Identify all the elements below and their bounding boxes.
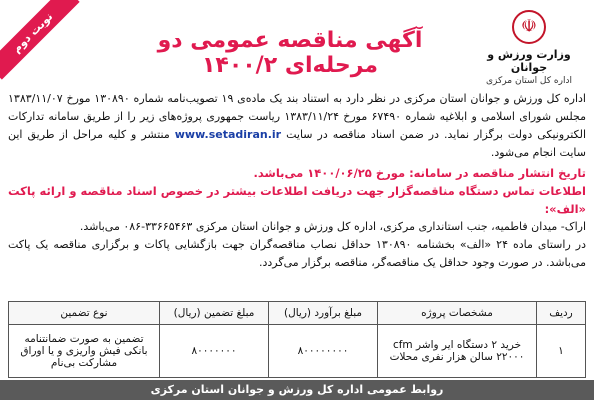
column-header: مبلغ برآورد (ریال) (269, 302, 378, 325)
column-header: مبلغ تضمین (ریال) (160, 302, 269, 325)
ministry-subunit: اداره کل استان مرکزی (486, 76, 572, 86)
round-ribbon: نوبت دوم (0, 0, 80, 80)
table-row (9, 325, 586, 378)
contact-heading: اطلاعات تماس دستگاه مناقصه‌گزار جهت دریافت اطلاعات بیشتر در خصوص اسناد مناقصه و ارائه پاکت «الف»: (8, 184, 586, 216)
header (0, 0, 594, 88)
project-description: خرید ۲ دستگاه ایر واشر cfm ۲۲۰۰۰ سالن هزار نفری محلات (378, 325, 537, 378)
notice-body (8, 90, 586, 272)
guarantee-amount: ۸۰۰۰۰۰۰۰ (160, 325, 269, 378)
contact-address: اراک- میدان فاطمیه، جنب استانداری مرکزی، اداره کل ورزش و جوانان استان مرکزی ۳۳۶۶۵۴۶۳-۰۸۶ می‌باشد. (79, 220, 586, 233)
projects-table (8, 301, 586, 378)
column-header: نوع تضمین (9, 302, 160, 325)
ministry-name: وزارت ورزش و جوانان (487, 48, 571, 74)
quorum-paragraph: در راستای ماده ۲۴ «الف» بخشنامه ۱۳۰۸۹۰ حداقل نصاب مناقصه‌گران جهت بازگشایی پاکات و برگزاری مناقصه یک پاکت می‌باشد. در صورت وجود حداقل یک مناقصه‌گر، مناقصه برگزار می‌گردد. (8, 238, 586, 269)
publish-date: تاریخ انتشار مناقصه در سامانه: مورخ ۱۴۰۰/۰۶/۲۵ می‌باشد. (253, 166, 586, 180)
intro-paragraph (8, 90, 586, 162)
emblem-icon: ☫ (512, 10, 546, 44)
notice-title: آگهی مناقصه عمومی دو مرحله‌ای ۱۴۰۰/۲ (157, 28, 423, 78)
guarantee-type: تضمین به صورت ضمانتنامه بانکی فیش واریزی و یا اوراق مشارکت بی‌نام (9, 325, 160, 378)
website-link[interactable]: www.setadiran.ir (174, 128, 282, 141)
column-header: مشخصات پروژه (378, 302, 537, 325)
estimated-amount: ۸۰۰۰۰۰۰۰۰ (269, 325, 378, 378)
row-number: ۱ (537, 325, 586, 378)
intro-text: اداره کل ورزش و جوانان استان مرکزی در نظر دارد به استناد بند یک ماده‌ی ۱۹ تصویب‌نامه شماره ۱۳۰۸۹۰ مورخ ۱۳۸۳/۱۱/۰۷ مجلس شورای اسلامی و ابلاغیه شماره ۶۷۴۹۰ مورخ ۱۳۸۳/۱۱/۲۴ ریاست جمهوری پروژه‌های زیر را از طریق سامانه تدارکات الکترونیکی دولت برگزار نماید. در ضمن اسناد مناقصه در سایت (8, 92, 587, 141)
intro-tail: منتشر و کلیه مراحل از طریق این سایت انجام می‌شود. (8, 128, 586, 159)
column-header: ردیف (537, 302, 586, 325)
ministry-logo (474, 10, 584, 86)
footer-bar: روابط عمومی اداره کل ورزش و جوانان استان مرکزی (0, 380, 594, 400)
table-header-row (9, 302, 586, 325)
